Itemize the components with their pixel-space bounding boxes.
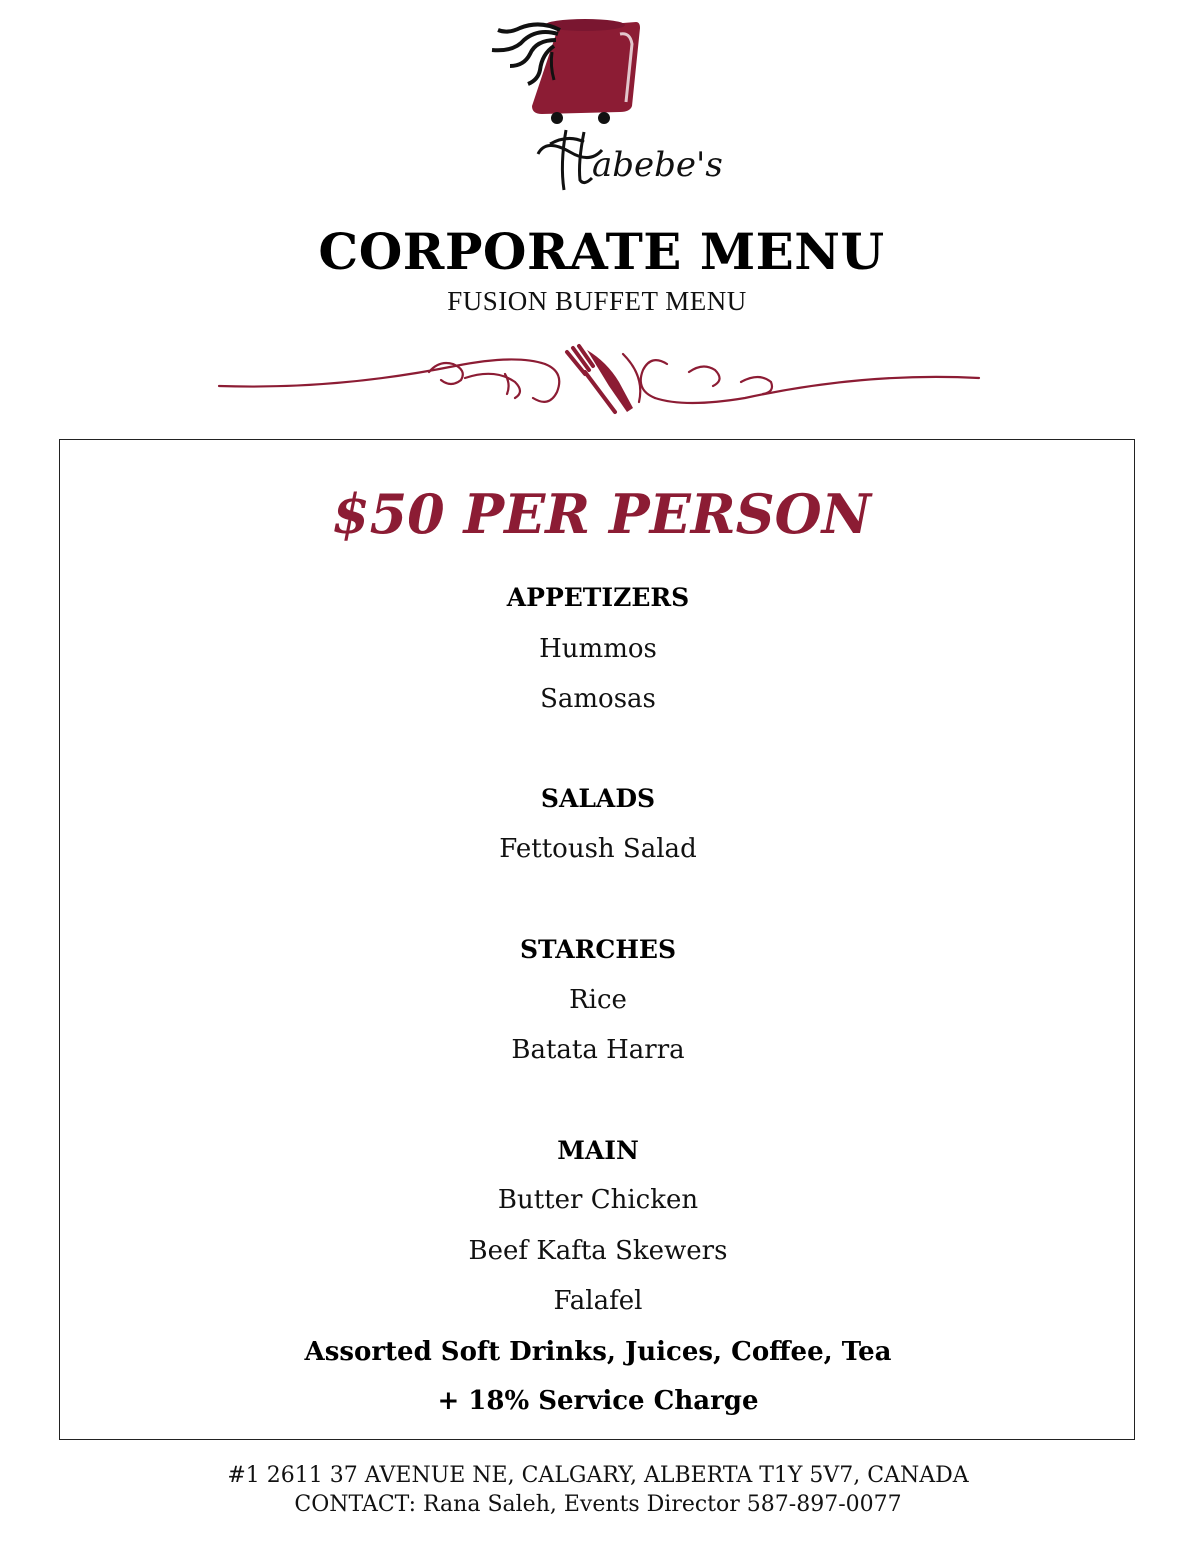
menu-item: Falafel — [553, 1286, 643, 1316]
section-heading-appetizers: APPETIZERS — [506, 583, 690, 612]
drinks-line: Assorted Soft Drinks, Juices, Coffee, Tea — [304, 1337, 892, 1367]
footer-address: #1 2611 37 AVENUE NE, CALGARY, ALBERTA T1Y 5V7, CANADA — [227, 1463, 969, 1488]
menu-item: Rice — [569, 985, 627, 1015]
fez-hat-icon — [532, 22, 640, 114]
service-charge-line: + 18% Service Charge — [437, 1386, 759, 1416]
fork-and-knife-icon — [215, 342, 983, 422]
menu-item: Hummos — [539, 634, 657, 664]
menu-item: Fettoush Salad — [499, 834, 697, 864]
menu-item: Samosas — [540, 684, 656, 714]
price-per-person: $50 PER PERSON — [332, 482, 871, 546]
svg-text:abebe's: abebe's — [592, 145, 723, 185]
section-heading-salads: SALADS — [540, 784, 656, 813]
footer-contact: CONTACT: Rana Saleh, Events Director 587-897-0077 — [294, 1492, 902, 1517]
menu-item: Batata Harra — [511, 1035, 685, 1065]
page-subtitle: FUSION BUFFET MENU — [447, 286, 747, 316]
habebes-logo — [480, 14, 730, 196]
section-heading-main: MAIN — [557, 1136, 639, 1165]
page-title: CORPORATE MENU — [318, 222, 885, 281]
menu-item: Beef Kafta Skewers — [468, 1236, 728, 1266]
section-heading-starches: STARCHES — [519, 935, 677, 964]
menu-item: Butter Chicken — [497, 1185, 699, 1215]
